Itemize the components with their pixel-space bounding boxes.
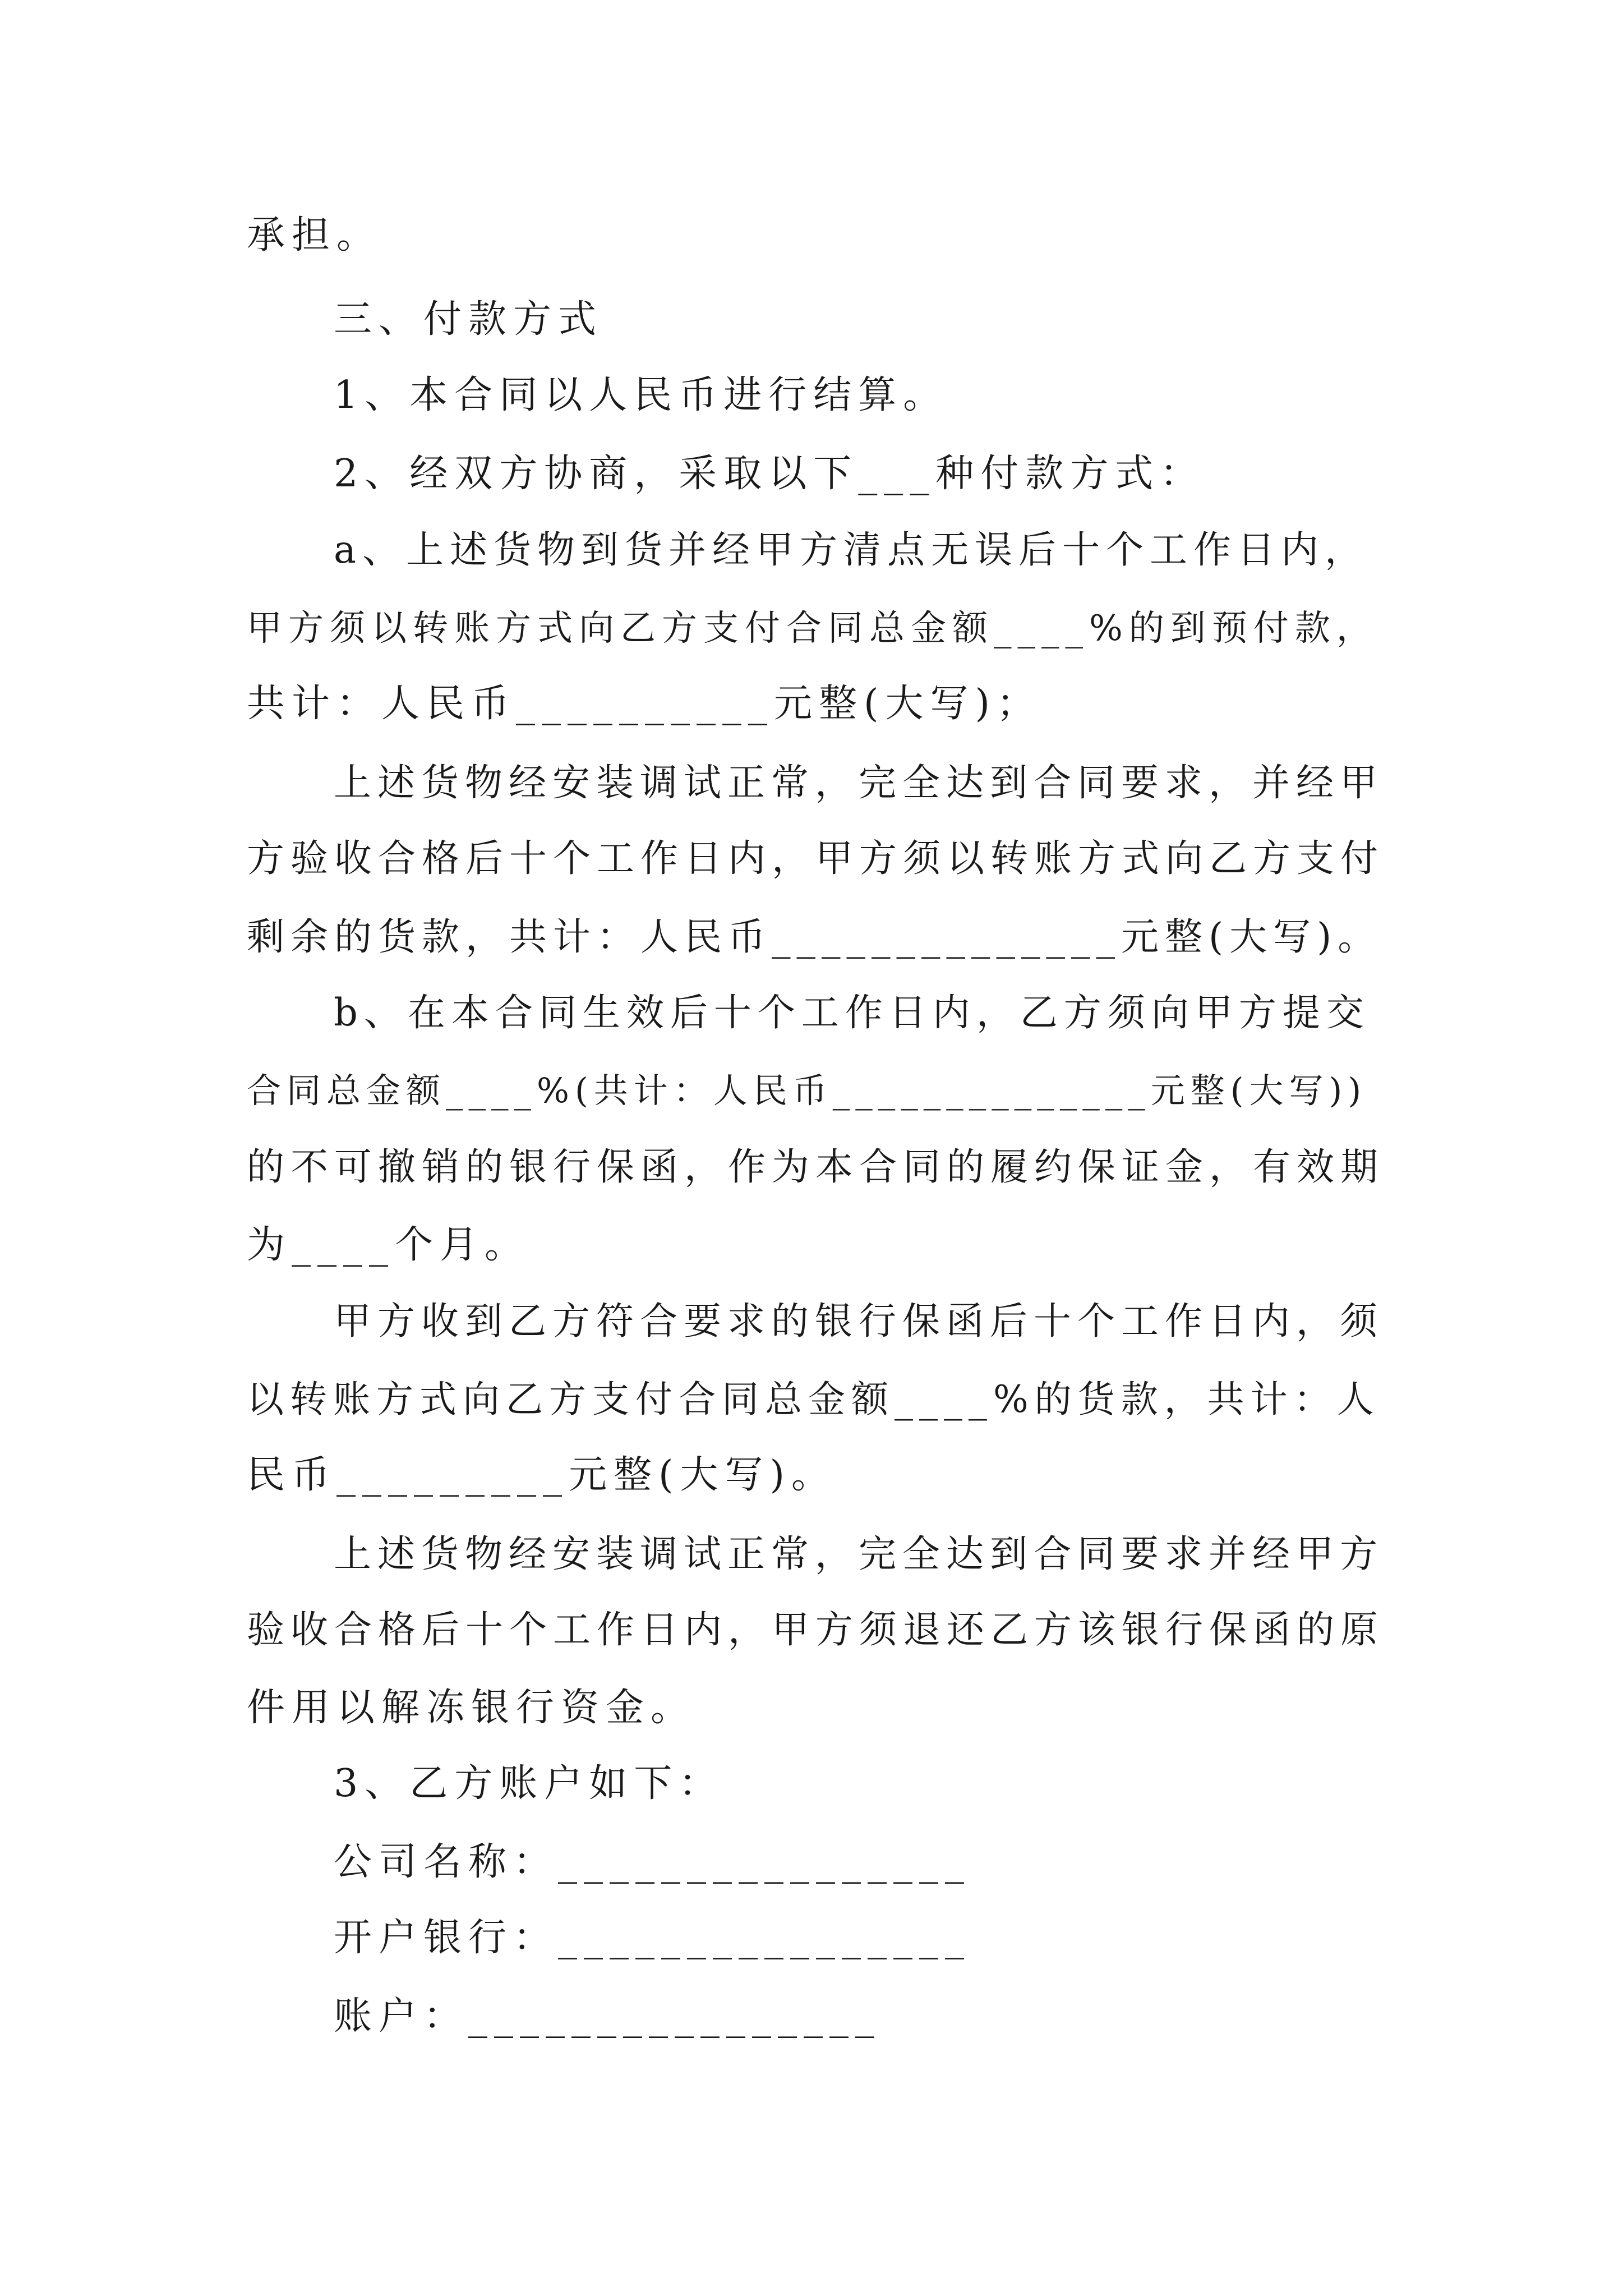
section-heading: 三、付款方式 [334,297,603,342]
option-a-line-3: 共计：人民币__________元整(大写)； [247,682,1042,726]
account-field: 账户：________________ [334,1994,882,2039]
option-b-payment-line-2: 以转账方式向乙方支付合同总金额____%的货款，共计：人 [247,1378,1380,1421]
option-a-balance-line-2: 方验收合格后十个工作日内，甲方须以转账方式向乙方支付 [247,836,1384,880]
option-b-return-line-3: 件用以解冻银行资金。 [247,1686,696,1730]
option-b-line-2: 合同总金额____%(共计：人民币______________元整(大写)) [247,1071,1367,1111]
option-b-line-4: 为____个月。 [247,1223,530,1267]
bank-field: 开户银行：________________ [334,1916,971,1960]
option-b-line-1: b、在本合同生效后十个工作日内，乙方须向甲方提交 [334,991,1370,1034]
option-a-line-2: 甲方须以转账方式向乙方支付合同总金额____%的到预付款， [247,608,1378,648]
option-b-return-line-2: 验收合格后十个工作日内，甲方须退还乙方该银行保函的原 [247,1608,1384,1651]
option-b-line-3: 的不可撤销的银行保函，作为本合同的履约保证金，有效期 [247,1145,1384,1189]
clause-3: 3、乙方账户如下： [334,1761,724,1806]
clause-1: 1、本合同以人民币进行结算。 [334,373,948,417]
option-a-balance-line-3: 剩余的货款，共计：人民币______________元整(大写)。 [247,915,1382,959]
option-b-payment-line-1: 甲方收到乙方符合要求的银行保函后十个工作日内，须 [334,1299,1384,1343]
option-a-balance-line-1: 上述货物经安装调试正常，完全达到合同要求，并经甲 [334,761,1384,804]
option-a-line-1: a、上述货物到货并经甲方清点无误后十个工作日内， [334,528,1368,572]
option-b-payment-line-3: 民币_________元整(大写)。 [247,1453,837,1497]
option-b-return-line-1: 上述货物经安装调试正常，完全达到合同要求并经甲方 [334,1532,1384,1576]
clause-2: 2、经双方协商，采取以下___种付款方式： [334,452,1205,496]
paragraph-continuation: 承担。 [247,213,382,257]
company-name-field: 公司名称：________________ [334,1840,971,1884]
